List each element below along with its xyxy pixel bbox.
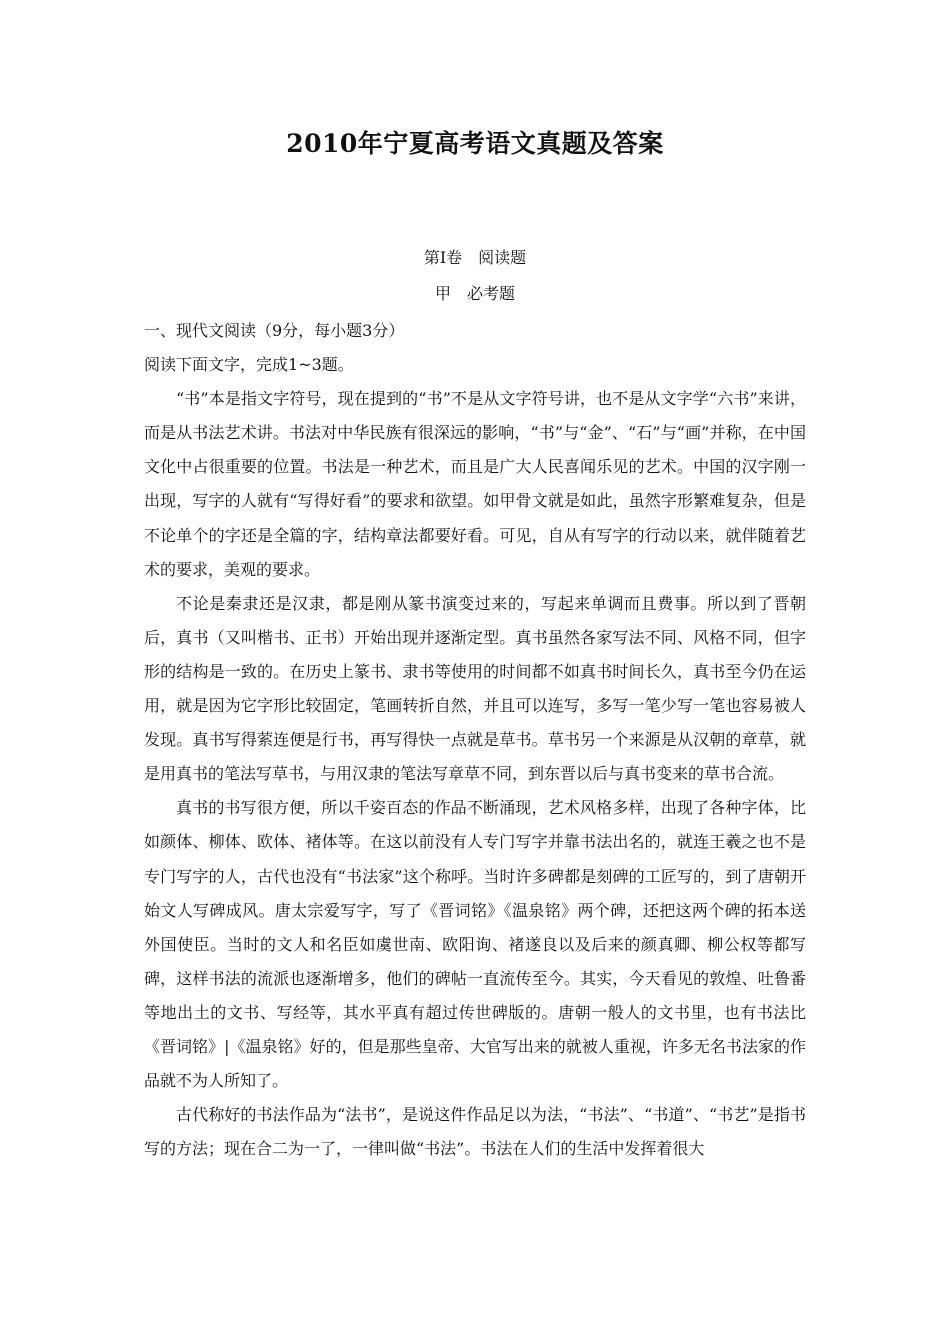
question-heading: 一、现代文阅读（9分，每小题3分） [144,321,405,340]
paragraph-1: “书”本是指文字符号，现在提到的“书”不是从文字符号讲，也不是从文字学“六书”来讲，而是从书法艺术讲。书法对中华民族有很深远的影响，“书”与“金”、“石”与“画”并称，在中国文化中占很重要的位置。书法是一种艺术，而且是广大人民喜闻乐见的艺术。中国的汉字刚一出现，写字的人就有“写得好看”的要求和欲望。如甲骨文就是如此，虽然字形繁难复杂，但是不论单个的字还是全篇的字，结构章法都要好看。可见，自从有写字的行动以来，就伴随着艺术的要求，美观的要求。 [144,389,806,579]
part-heading: 第Ⅰ卷 阅读题 [423,248,527,267]
paragraph-2: 不论是秦隶还是汉隶，都是刚从篆书演变过来的，写起来单调而且费事。所以到了晋朝后，真书（又叫楷书、正书）开始出现并逐渐定型。真书虽然各家写法不同、风格不同，但字形的结构是一致的。在历史上篆书、隶书等使用的时间都不如真书时间长久，真书至今仍在运用，就是因为它字形比较固定，笔画转折自然，并且可以连写，多写一笔少写一笔也容易被人发现。真书写得萦连便是行书，再写得快一点就是草书。草书另一个来源是从汉朝的章草，就是用真书的笔法写草书，与用汉隶的笔法写章草不同，到东晋以后与真书变来的草书合流。 [144,593,806,784]
instruction-text: 阅读下面文字，完成1~3题。 [144,355,354,375]
paragraph-3: 真书的书写很方便，所以千姿百态的作品不断涌现，艺术风格多样，出现了各种字体，比如颜体、柳体、欧体、褚体等。在这以前没有人专门写字并靠书法出名的，就连王羲之也不是专门写字的人，古代也没有“书法家”这个称呼。当时许多碑都是刻碑的工匠写的，到了唐朝开始文人写碑成风。唐太宗爱写字，写了《晋词铭》《温泉铭》两个碑，还把这两个碑的拓本送外国使臣。当时的文人和名臣如虞世南、欧阳询、褚遂良以及后来的颜真卿、柳公权等都写碑，这样书法的流派也逐渐增多，他们的碑帖一直流传至今。其实，今天看见的敦煌、吐鲁番等地出土的文书、写经等，其水平真有超过传世碑版的。唐朝一般人的文书里，也有书法比《晋词铭》|《温泉铭》好的，但是那些皇帝、大官写出来的就被人重视，许多无名书法家的作品就不为人所知了。 [144,798,806,1091]
document-title: 2010年宁夏高考语文真题及答案 [286,129,664,158]
paragraph-4: 古代称好的书法作品为“法书”，是说这件作品足以为法，“书法”、“书道”、“书艺”是指书写的方法；现在合二为一了，一律叫做“书法”。书法在人们的生活中发挥着很大 [144,1105,806,1159]
subpart-heading: 甲 必考题 [434,284,515,303]
document-body [144,314,806,1166]
